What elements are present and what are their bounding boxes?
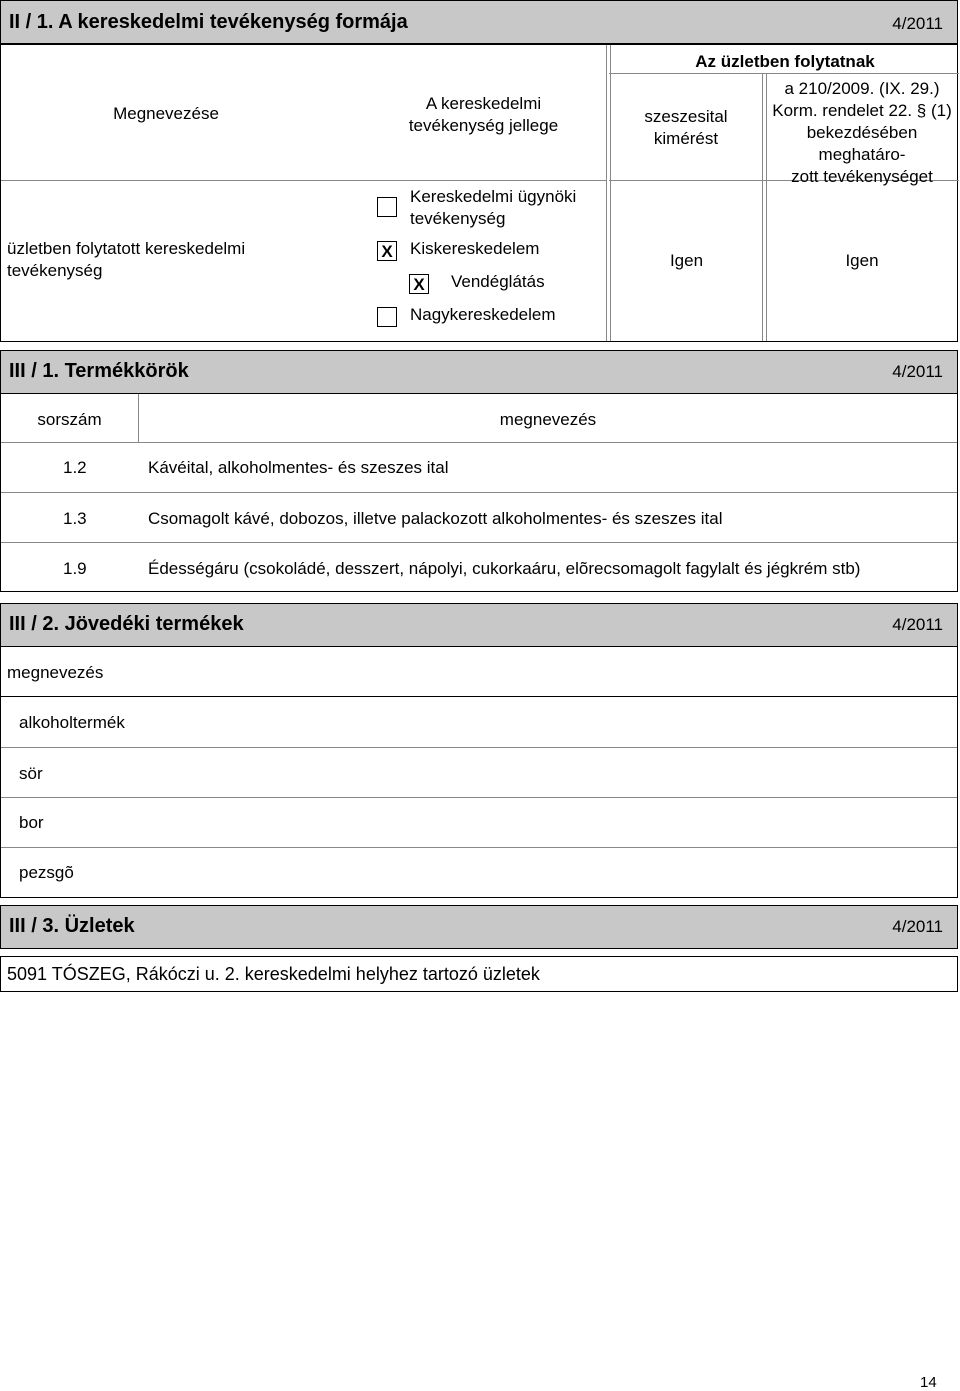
list-item: pezsgõ	[19, 863, 74, 882]
col-divider	[610, 45, 611, 341]
section-header-uzletek	[0, 905, 958, 949]
row-divider	[609, 73, 959, 74]
section-title: III / 3. Üzletek	[9, 915, 135, 937]
table-row-text: Édességáru (csokoládé, desszert, nápolyi, cukorkaáru, elõrecsomagolt fagylalt és jégkrém stb)	[148, 559, 861, 578]
section-header-kereskedelmi-forma	[0, 0, 958, 44]
table-row-text: Kávéital, alkoholmentes- és szeszes ital	[148, 458, 449, 477]
col-header-megnevezes: megnevezés	[7, 663, 104, 682]
col-header-az-uzletben: Az üzletben folytatnak	[695, 52, 875, 71]
termekkorok-table	[0, 393, 958, 592]
value-korm-rendelet: Igen	[845, 251, 879, 270]
row-divider	[1, 180, 607, 181]
section-year: 4/2011	[892, 14, 943, 33]
row-divider	[1, 542, 957, 543]
kereskedelmi-forma-table	[0, 44, 958, 342]
row-divider	[1, 696, 957, 697]
col-divider	[606, 45, 607, 341]
checkbox-kiskereskedelem[interactable]: X	[377, 241, 397, 261]
col-header-sorszam: sorszám	[37, 410, 102, 429]
col-header-korm-line: zott tevékenységet	[791, 167, 933, 186]
col-header-korm-rendelet	[767, 78, 957, 188]
section-title: II / 1. A kereskedelmi tevékenység formája	[9, 11, 408, 33]
section-title: III / 1. Termékkörök	[9, 360, 189, 382]
section-header-jovedeki	[0, 603, 958, 647]
table-row-num: 1.3	[63, 509, 87, 528]
list-item: alkoholtermék	[19, 713, 125, 732]
section-title: III / 2. Jövedéki termékek	[9, 613, 244, 635]
section-header-termekkorok	[0, 350, 958, 394]
option-label-ugynoki: Kereskedelmi ügynöki tevékenység	[410, 187, 577, 228]
col-header-korm-line: bekezdésében	[806, 123, 918, 142]
row-divider	[1, 747, 957, 748]
col-header-korm-line: Korm. rendelet 22. § (1)	[772, 101, 952, 120]
value-szeszesital: Igen	[669, 251, 704, 270]
section-year: 4/2011	[892, 362, 943, 381]
checkbox-vendeglatas[interactable]: X	[409, 274, 429, 294]
col-header-szeszesital: szeszesital kimérést	[644, 107, 728, 148]
table-row-num: 1.2	[63, 458, 87, 477]
list-item: bor	[19, 813, 44, 832]
option-label-vendeglatas: Vendéglátás	[451, 272, 545, 291]
col-header-megnevezes: megnevezés	[499, 410, 597, 429]
table-row-num: 1.9	[63, 559, 87, 578]
checkbox-nagykereskedelem[interactable]	[377, 307, 397, 327]
table-row-text: Csomagolt kávé, dobozos, illetve palackozott alkoholmentes- és szeszes ital	[148, 509, 723, 528]
page-number: 14	[920, 1374, 937, 1391]
col-header-korm-line: meghatáro-	[818, 145, 906, 164]
uzletek-line: 5091 TÓSZEG, Rákóczi u. 2. kereskedelmi helyhez tartozó üzletek	[7, 964, 540, 984]
row-divider	[1, 797, 957, 798]
col-header-megnevezes: Megnevezése	[113, 104, 219, 123]
col-header-jelleg: A kereskedelmi tevékenység jellege	[408, 94, 559, 135]
uzletek-box	[0, 956, 958, 992]
checkbox-ugynoki[interactable]	[377, 197, 397, 217]
col-divider	[762, 73, 763, 341]
row-divider	[1, 847, 957, 848]
jovedeki-table	[0, 646, 958, 898]
option-label-nagykereskedelem: Nagykereskedelem	[410, 305, 556, 324]
section-year: 4/2011	[892, 615, 943, 634]
section-year: 4/2011	[892, 917, 943, 936]
row-divider	[1, 442, 957, 443]
list-item: sör	[19, 764, 43, 783]
row-divider	[1, 492, 957, 493]
option-label-kiskereskedelem: Kiskereskedelem	[410, 239, 540, 258]
row-label-uzletben-folytatott: üzletben folytatott kereskedelmi tevékenység	[7, 239, 246, 280]
col-header-korm-line: a 210/2009. (IX. 29.)	[784, 79, 940, 98]
